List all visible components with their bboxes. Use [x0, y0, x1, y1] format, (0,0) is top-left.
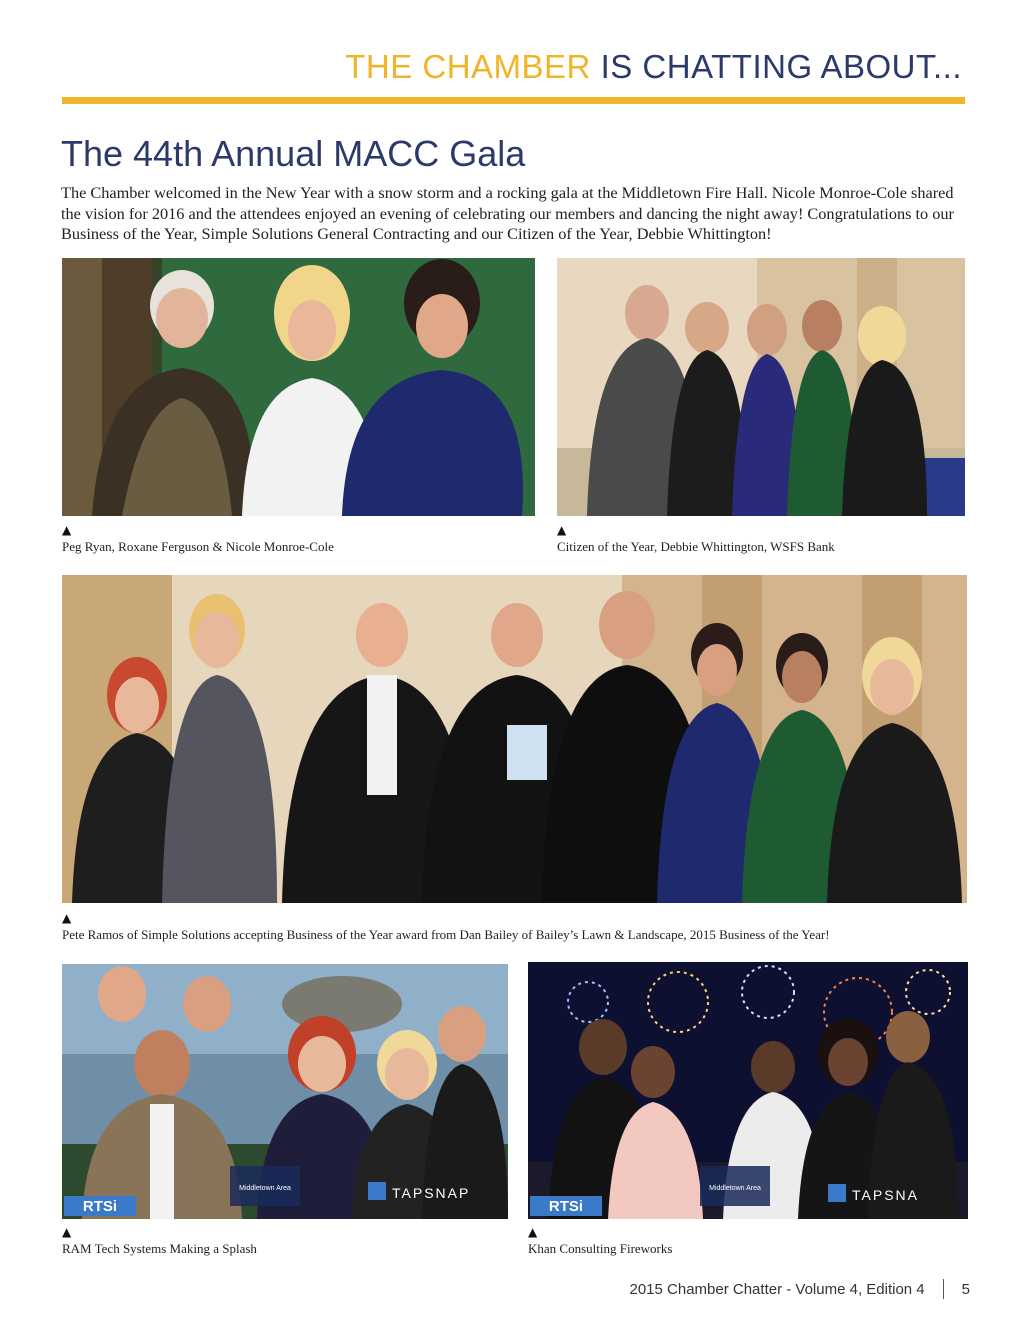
- caption-marker: ▲: [62, 1225, 72, 1239]
- rtsi-logo-text: RTSi: [548, 1198, 584, 1215]
- photo-caption: RAM Tech Systems Making a Splash: [62, 1241, 257, 1256]
- publication-title: 2015 Chamber Chatter - Volume 4, Edition 4: [629, 1280, 925, 1298]
- photo-citizen-of-the-year: [557, 258, 965, 516]
- photo-caption: Khan Consulting Fireworks: [528, 1241, 673, 1256]
- photo-business-of-the-year: [62, 575, 967, 903]
- photo-peg-roxane-nicole: [62, 258, 535, 516]
- rtsi-logo-text: RTSi: [82, 1198, 118, 1215]
- middletown-logo-text: Middletown Area: [239, 1185, 291, 1192]
- caption-marker: ▲: [528, 1225, 538, 1239]
- photo-ram-tech-systems: [62, 964, 508, 1219]
- middletown-logo-text: Middletown Area: [709, 1185, 761, 1192]
- photo-caption: Citizen of the Year, Debbie Whittington, WSFS Bank: [557, 539, 835, 554]
- article-title: The 44th Annual MACC Gala: [61, 133, 526, 174]
- footer-divider: [943, 1279, 944, 1299]
- section-header-main: IS CHATTING ABOUT...: [600, 48, 962, 85]
- photo-caption: Pete Ramos of Simple Solutions accepting Business of the Year award from Dan Bailey of Bailey’s Lawn & Landscape, 2015 Business of the Year!: [62, 927, 830, 942]
- section-header: [345, 48, 962, 86]
- header-divider: [62, 97, 965, 104]
- caption-marker: ▲: [62, 523, 72, 537]
- article-intro: The Chamber welcomed in the New Year with a snow storm and a rocking gala at the Middletown Fire Hall. Nicole Monroe-Cole shared the vision for 2016 and the attendees enjoyed an evening of celebrating our members and dancing the night away! Congratulations to our Business of the Year, Simple Solutions General Contracting and our Citizen of the Year, Debbie Whittington!: [61, 183, 954, 243]
- section-header-accent: THE CHAMBER: [345, 48, 591, 85]
- page-footer: [629, 1279, 970, 1299]
- photo-khan-consulting: [528, 962, 968, 1219]
- tapsnap-logo-text: TAPSNAP: [392, 1185, 471, 1201]
- caption-marker: ▲: [62, 911, 72, 925]
- photo-caption: Peg Ryan, Roxane Ferguson & Nicole Monroe-Cole: [62, 539, 334, 554]
- tapsnap-logo-text: TAPSNA: [852, 1187, 919, 1203]
- caption-marker: ▲: [557, 523, 567, 537]
- page-number: 5: [961, 1280, 970, 1298]
